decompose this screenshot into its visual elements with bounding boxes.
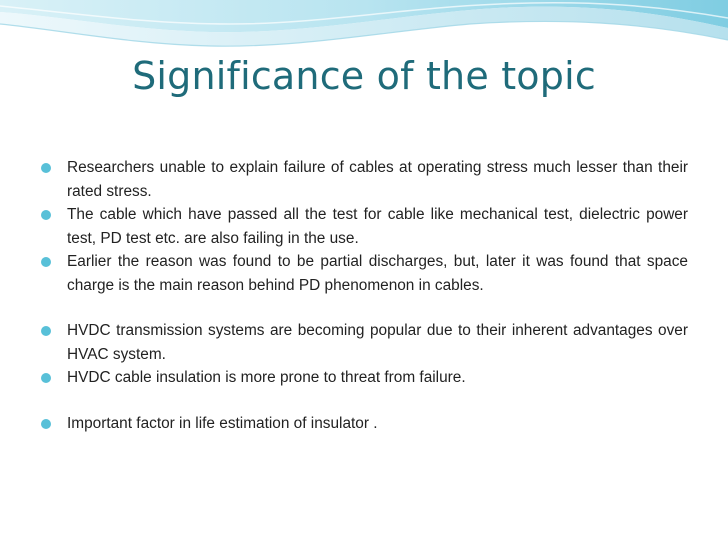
list-item bbox=[40, 203, 688, 250]
bullet-text: Researchers unable to explain failure of cables at operating stress much lesser than their rated stress. bbox=[67, 159, 688, 200]
bullet-text: HVDC transmission systems are becoming popular due to their inherent advantages over HVAC system. bbox=[67, 322, 688, 363]
bullet-text: The cable which have passed all the test for cable like mechanical test, dielectric power test, PD test etc. are also failing in the use. bbox=[67, 206, 688, 247]
bullet-text: Earlier the reason was found to be partial discharges, but, later it was found that space charge is the main reason behind PD phenomenon in cables. bbox=[67, 253, 688, 294]
bullet-icon bbox=[41, 326, 51, 336]
list-item bbox=[40, 156, 688, 203]
list-item bbox=[40, 412, 688, 436]
bullet-icon bbox=[41, 373, 51, 383]
bullet-text: HVDC cable insulation is more prone to threat from failure. bbox=[67, 369, 466, 386]
slide-title: Significance of the topic bbox=[132, 54, 596, 98]
list-item bbox=[40, 250, 688, 297]
list-item bbox=[40, 319, 688, 366]
bullet-text: Important factor in life estimation of insulator . bbox=[67, 414, 378, 432]
bullet-icon bbox=[41, 257, 51, 267]
bullet-icon bbox=[41, 419, 51, 429]
bullet-icon bbox=[41, 210, 51, 220]
list-item bbox=[40, 366, 688, 390]
bullet-icon bbox=[41, 163, 51, 173]
bullet-list bbox=[40, 156, 688, 435]
